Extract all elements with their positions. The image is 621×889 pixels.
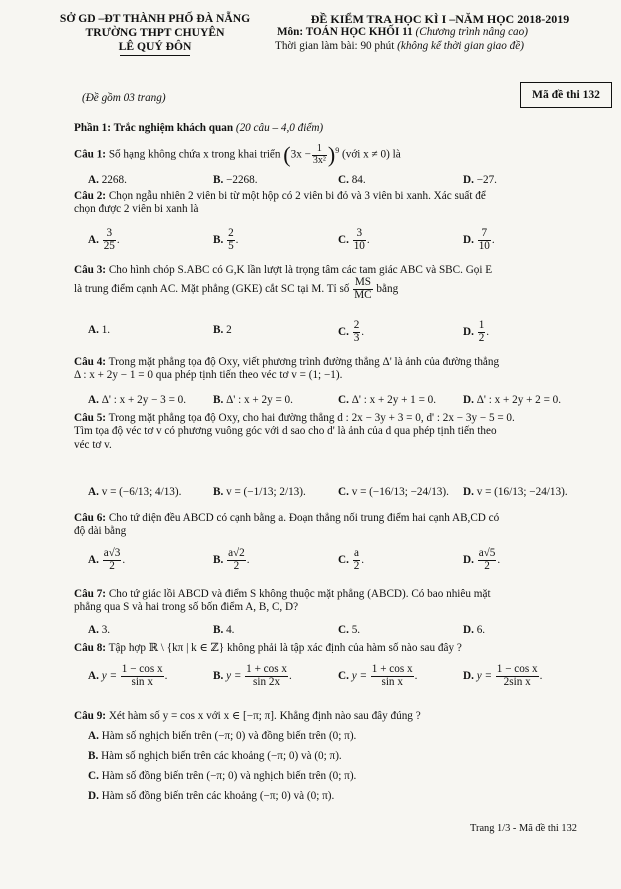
question-2 [74,190,604,217]
q3-text2a: là trung điểm cạnh AC. Mặt phẳng (GKE) cắt SC tại M. Tỉ số [74,283,350,296]
exam-time [275,40,615,53]
question-7 [74,588,604,615]
q9-option-c[interactable]: C. Hàm số đồng biến trên (−π; 0) và nghịch biến trên (0; π). [88,770,357,782]
q6-option-d[interactable]: D. $\frac{a√5}{2}$ . [463,547,501,572]
q1-text: Số hạng không chứa x trong khai triển [108,148,281,161]
part1-note: (20 câu – 4,0 điểm) [235,122,324,134]
q4-text1: Trong mặt phẳng tọa độ Oxy, viết phương trình đường thẳng Δ' là ảnh của đường thẳng [108,356,500,368]
q2-text1: Chọn ngẫu nhiên 2 viên bi từ một hộp có 2 viên bi đỏ và 3 viên bi xanh. Xác suất để [108,190,486,202]
question-9 [74,710,604,723]
q7-option-c[interactable]: C. 5. [338,624,361,636]
q3-ratio: $\frac{MS}{MC}$ [354,276,372,302]
q1-expr: 3x − [290,148,311,161]
school-name: TRƯỜNG THPT CHUYÊN [85,26,225,39]
q4-option-d[interactable]: D. Δ' : x + 2y + 2 = 0. [463,394,562,406]
exam-title: ĐỀ KIỂM TRA HỌC KÌ I –NĂM HỌC 2018-2019 [310,12,570,26]
q3-label: Câu 3: [74,264,107,276]
q5-option-c[interactable]: C. v = (−16/13; −24/13). [338,486,449,498]
q3-option-b[interactable]: B. 2 [213,324,232,336]
q5-option-a[interactable]: A. v = (−6/13; 4/13). [88,486,182,498]
time-label: Thời gian làm bài: 90 phút [275,40,395,52]
q8-option-b[interactable]: B. y = $\frac{\text{1 + cos x}}{\sin 2x}$ . [213,663,292,688]
page-footer: Trang 1/3 - Mã đề thi 132 [470,823,577,834]
q8-option-a[interactable]: A. y = $\frac{\text{1 − cos x}}{\text{sin x}}$ . [88,663,168,688]
q7-option-b[interactable]: B. 4. [213,624,235,636]
q5-option-b[interactable]: B. v = (−1/13; 2/13). [213,486,306,498]
q7-text1: Cho tứ giác lồi ABCD và điểm S không thuộc mặt phẳng (ABCD). Có bao nhiêu mặt [108,588,491,600]
q3-text2b: bằng [376,283,399,296]
q1-cond: (với x ≠ 0) là [342,148,401,161]
q4-option-b[interactable]: B. Δ' : x + 2y = 0. [213,394,293,406]
q5-label: Câu 5: [74,412,107,424]
q2-label: Câu 2: [74,190,107,202]
q3-text1: Cho hình chóp S.ABC có G,K lần lượt là trọng tâm các tam giác ABC và SBC. Gọi E [108,264,493,276]
q4-text2: Δ : x + 2y − 1 = 0 qua phép tịnh tiến theo véc tơ v = (1; −1). [74,369,343,382]
q1-label: Câu 1: [74,148,107,161]
q8-text: Tập hợp ℝ \ {kπ | k ∈ ℤ} không phải là tập xác định của hàm số nào sau đây ? [108,642,462,654]
q6-text2: độ dài bằng [74,525,127,538]
question-3 [74,264,604,302]
q5-text1: Trong mặt phẳng tọa độ Oxy, cho hai đường thẳng d : 2x − 3y + 3 = 0, d' : 2x − 3y − 5 = 0. [108,412,515,424]
q4-option-a[interactable]: A. Δ' : x + 2y − 3 = 0. [88,394,187,406]
subject-note: (Chương trình nâng cao) [415,26,528,38]
q4-option-c[interactable]: C. Δ' : x + 2y + 1 = 0. [338,394,437,406]
exam-code: Mã đề thi 132 [532,88,600,102]
q6-option-a[interactable]: A. $\frac{a√3}{2}$ . [88,547,126,572]
q9-text: Xét hàm số y = cos x với x ∈ [−π; π]. Khẳng định nào sau đây đúng ? [108,710,421,722]
q6-label: Câu 6: [74,512,107,524]
q9-option-d[interactable]: D. Hàm số đồng biến trên các khoảng (−π; 0) và (0; π). [88,790,335,802]
q5-text3: véc tơ v. [74,438,112,451]
q2-option-d[interactable]: D. $\frac{7}{10}$ . [463,227,495,252]
q1-option-d[interactable]: D. −27. [463,174,497,186]
part1-heading [74,122,604,135]
q9-option-b[interactable]: B. Hàm số nghịch biến trên các khoảng (−π; 0) và (0; π). [88,750,342,762]
header-underline-left [120,55,190,56]
q9-option-a[interactable]: A. Hàm số nghịch biến trên (−π; 0) và đồng biến trên (0; π). [88,730,357,742]
q5-option-d[interactable]: D. v = (16/13; −24/13). [463,486,568,498]
q5-text2: Tìm tọa độ véc tơ v có phương vuông góc với d sao cho d' là ảnh của d qua phép tịnh tiến theo [74,425,497,438]
q1-power: 9 [335,145,340,155]
pages-note: (Đề gồm 03 trang) [82,92,166,104]
q4-label: Câu 4: [74,356,107,368]
question-5 [74,412,604,452]
question-4 [74,356,604,383]
time-note: (không kể thời gian giao đề) [397,40,524,52]
q2-option-a[interactable]: A. $\frac{3}{25}$ . [88,227,120,252]
q3-option-a[interactable]: A. 1. [88,324,111,336]
q9-label: Câu 9: [74,710,107,722]
q7-text2: phẳng qua S và hai trong số bốn điểm A, B, C, D? [74,601,299,614]
exam-code-box [520,82,612,108]
q8-label: Câu 8: [74,642,107,654]
q8-option-c[interactable]: C. y = $\frac{\text{1 + cos x}}{\text{sin x}}$ . [338,663,418,688]
q6-option-c[interactable]: C. $\frac{a}{2}$ . [338,547,365,572]
q1-fraction: $\frac{1}{\text{3x²}}$ [312,143,326,166]
department-name: SỞ GD –ĐT THÀNH PHỐ ĐÀ NẴNG [59,12,251,25]
q1-option-c[interactable]: C. 84. [338,174,366,186]
question-8 [74,642,604,655]
q6-option-b[interactable]: B. $\frac{a√2}{2}$ . [213,547,250,572]
question-1: Câu 1: Số hạng không chứa x trong khai triển (3x − $\frac{1}{\text{3x²}}$ )$^9$ (với x ≠ 0) là [74,142,401,167]
q3-option-d[interactable]: D. $\frac{1}{2}$ . [463,319,490,344]
question-6 [74,512,604,539]
school-name-2: LÊ QUÝ ĐÔN [118,40,192,53]
subject-label: Môn: TOÁN HỌC KHỐI 11 [277,26,413,38]
q2-text2: chọn được 2 viên bi xanh là [74,203,199,216]
q3-option-c[interactable]: C. $\frac{2}{3}$ . [338,319,365,344]
q6-text1: Cho tứ diện đều ABCD có cạnh bằng a. Đoạn thẳng nối trung điểm hai cạnh AB,CD có [108,512,500,524]
q1-option-a[interactable]: A. 2268. [88,174,127,186]
q2-option-b[interactable]: B. $\frac{2}{5}$ . [213,227,239,252]
q7-option-a[interactable]: A. 3. [88,624,111,636]
part1-title: Phần 1: Trắc nghiệm khách quan [74,122,234,134]
q2-option-c[interactable]: C. $\frac{3}{10}$ . [338,227,370,252]
q1-option-b[interactable]: B. −2268. [213,174,258,186]
q7-option-d[interactable]: D. 6. [463,624,486,636]
q8-option-d[interactable]: D. y = $\frac{\text{1 − cos x}}{\text{2sin x}}$ . [463,663,543,688]
q7-label: Câu 7: [74,588,107,600]
exam-subject [277,26,617,39]
